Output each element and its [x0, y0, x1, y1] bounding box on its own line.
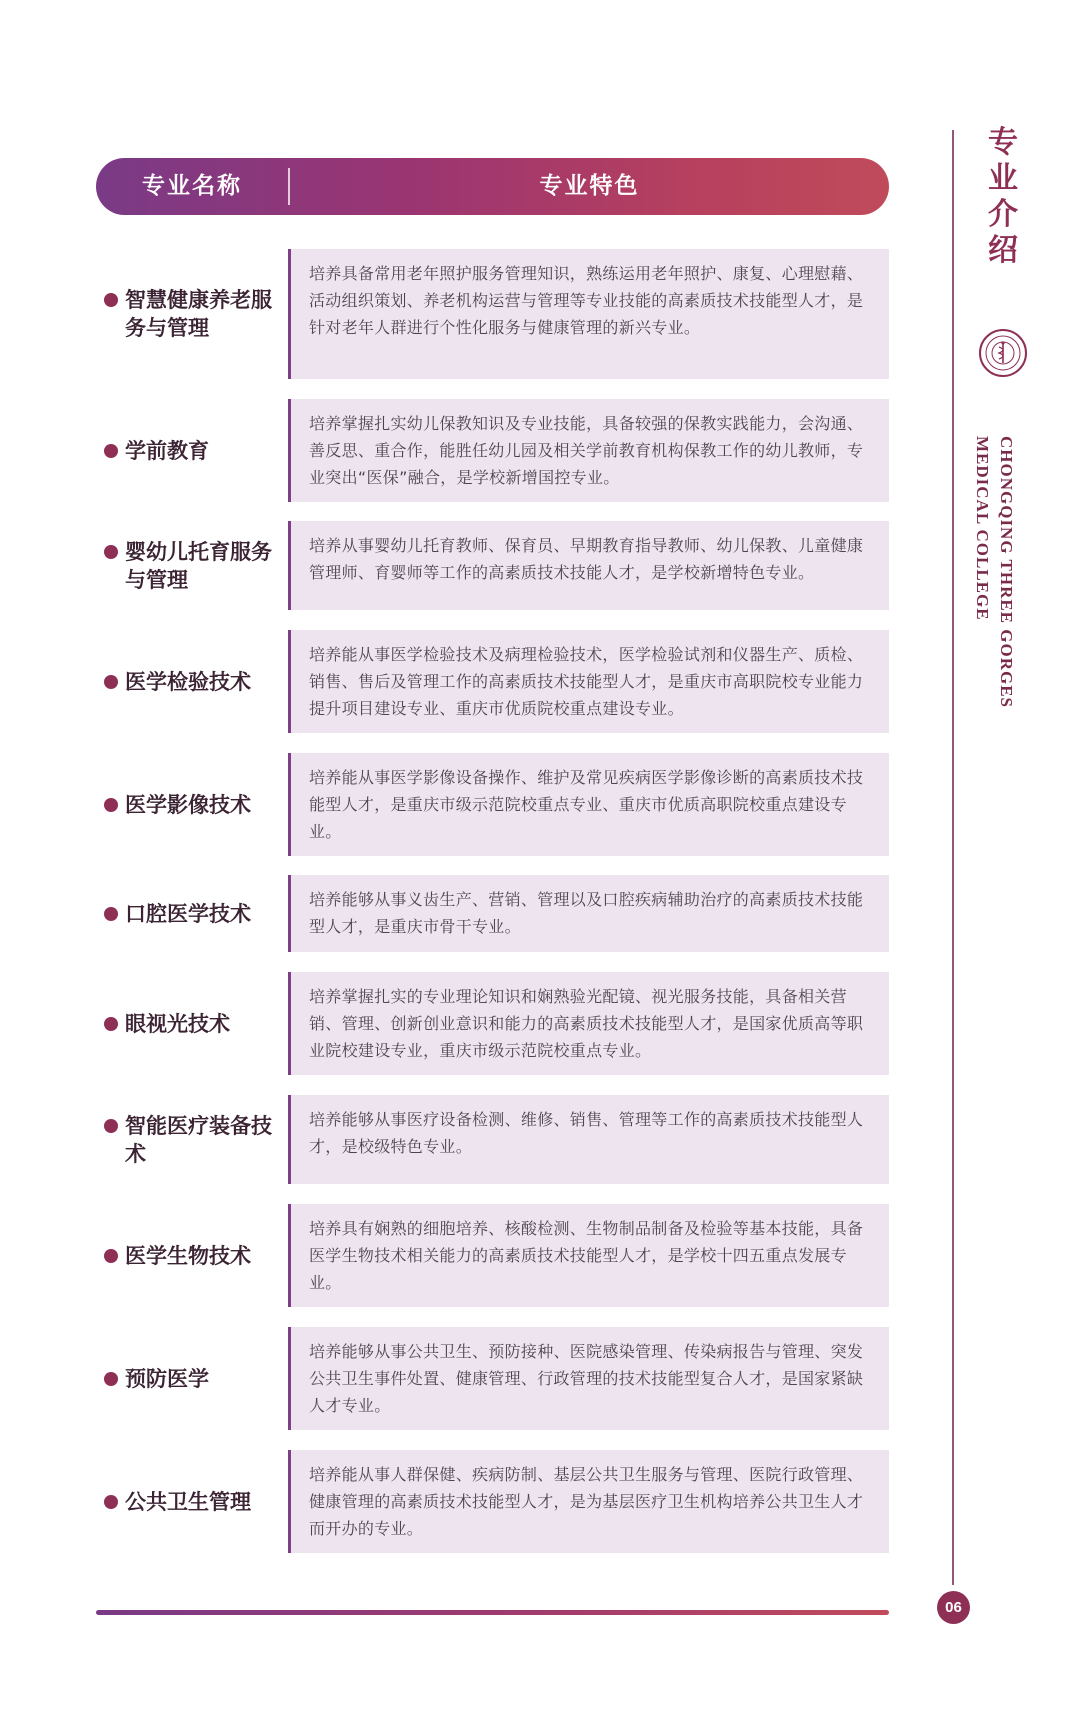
table-row [96, 1450, 889, 1553]
bullet-icon [104, 1372, 118, 1386]
table-row [96, 521, 889, 610]
major-name: 医学生物技术 [125, 1243, 251, 1268]
bottom-divider [96, 1610, 889, 1615]
major-name-cell [104, 1095, 284, 1184]
major-name-cell [104, 1204, 284, 1307]
major-name: 眼视光技术 [125, 1011, 230, 1036]
major-description: 培养能从事医学影像设备操作、维护及常见疾病医学影像诊断的高素质技术技能型人才，是重庆市级示范院校重点专业、重庆市优质高职院校重点建设专业。 [288, 753, 889, 856]
header-major-feature: 专业特色 [539, 173, 640, 199]
major-description: 培养能从事医学检验技术及病理检验技术，医学检验试剂和仪器生产、质检、销售、售后及管理工作的高素质技术技能型人才，是重庆市高职院校专业能力提升项目建设专业、重庆市优质院校重点建设专业。 [288, 630, 889, 733]
header-major-name: 专业名称 [142, 173, 242, 199]
table-row [96, 1095, 889, 1184]
bullet-icon [104, 1495, 118, 1509]
major-name: 口腔医学技术 [125, 901, 251, 926]
college-seal-icon [978, 328, 1028, 378]
major-name: 智能医疗装备技术 [125, 1113, 272, 1166]
major-name: 预防医学 [125, 1366, 209, 1391]
bullet-icon [104, 675, 118, 689]
major-name-cell [104, 399, 284, 502]
table-row [96, 1327, 889, 1430]
bullet-icon [104, 1119, 118, 1133]
college-name: CHONGQING THREE GORGES MEDICAL COLLEGE [973, 436, 1016, 709]
section-title: 专 业 介 绍 [988, 125, 1018, 268]
bullet-icon [104, 1017, 118, 1031]
bullet-icon [104, 545, 118, 559]
major-description: 培养从事婴幼儿托育教师、保育员、早期教育指导教师、幼儿保教、儿童健康管理师、育婴师等工作的高素质技术技能人才，是学校新增特色专业。 [288, 521, 889, 610]
table-header [96, 158, 889, 215]
major-description: 培养掌握扎实幼儿保教知识及专业技能，具备较强的保教实践能力，会沟通、善反思、重合作，能胜任幼儿园及相关学前教育机构保教工作的幼儿教师，专业突出“医保”融合，是学校新增国控专业。 [288, 399, 889, 502]
table-row [96, 1204, 889, 1307]
major-description: 培养具备常用老年照护服务管理知识，熟练运用老年照护、康复、心理慰藉、活动组织策划、养老机构运营与管理等专业技能的高素质技术技能型人才，是针对老年人群进行个性化服务与健康管理的新兴专业。 [288, 249, 889, 379]
bullet-icon [104, 293, 118, 307]
major-name-cell [104, 630, 284, 733]
major-name: 公共卫生管理 [125, 1489, 251, 1514]
bullet-icon [104, 444, 118, 458]
major-name: 医学检验技术 [125, 669, 251, 694]
major-description: 培养能够从事公共卫生、预防接种、医院感染管理、传染病报告与管理、突发公共卫生事件处置、健康管理、行政管理的技术技能型复合人才，是国家紧缺人才专业。 [288, 1327, 889, 1430]
major-name-cell [104, 521, 284, 610]
major-name-cell [104, 249, 284, 379]
side-rule [952, 130, 954, 1585]
major-name: 婴幼儿托育服务与管理 [125, 539, 272, 592]
table-row [96, 630, 889, 733]
bullet-icon [104, 798, 118, 812]
major-description: 培养能够从事义齿生产、营销、管理以及口腔疾病辅助治疗的高素质技术技能型人才，是重庆市骨干专业。 [288, 875, 889, 952]
bullet-icon [104, 907, 118, 921]
major-description: 培养具有娴熟的细胞培养、核酸检测、生物制品制备及检验等基本技能，具备医学生物技术相关能力的高素质技术技能型人才，是学校十四五重点发展专业。 [288, 1204, 889, 1307]
major-name-cell [104, 1327, 284, 1430]
page-number: 06 [937, 1591, 970, 1624]
table-row [96, 972, 889, 1075]
major-description: 培养能够从事医疗设备检测、维修、销售、管理等工作的高素质技术技能型人才，是校级特色专业。 [288, 1095, 889, 1184]
major-name: 医学影像技术 [125, 792, 251, 817]
table-row [96, 399, 889, 502]
table-row [96, 249, 889, 379]
major-name-cell [104, 972, 284, 1075]
bullet-icon [104, 1249, 118, 1263]
major-name: 智慧健康养老服务与管理 [125, 288, 272, 340]
table-row [96, 753, 889, 856]
major-description: 培养能从事人群保健、疾病防制、基层公共卫生服务与管理、医院行政管理、健康管理的高素质技术技能型人才，是为基层医疗卫生机构培养公共卫生人才而开办的专业。 [288, 1450, 889, 1553]
table-row [96, 875, 889, 952]
major-name-cell [104, 753, 284, 856]
major-name-cell [104, 875, 284, 952]
major-name: 学前教育 [125, 438, 209, 463]
major-name-cell [104, 1450, 284, 1553]
major-description: 培养掌握扎实的专业理论知识和娴熟验光配镜、视光服务技能，具备相关营销、管理、创新创业意识和能力的高素质技术技能型人才，是国家优质高等职业院校建设专业，重庆市级示范院校重点专业。 [288, 972, 889, 1075]
